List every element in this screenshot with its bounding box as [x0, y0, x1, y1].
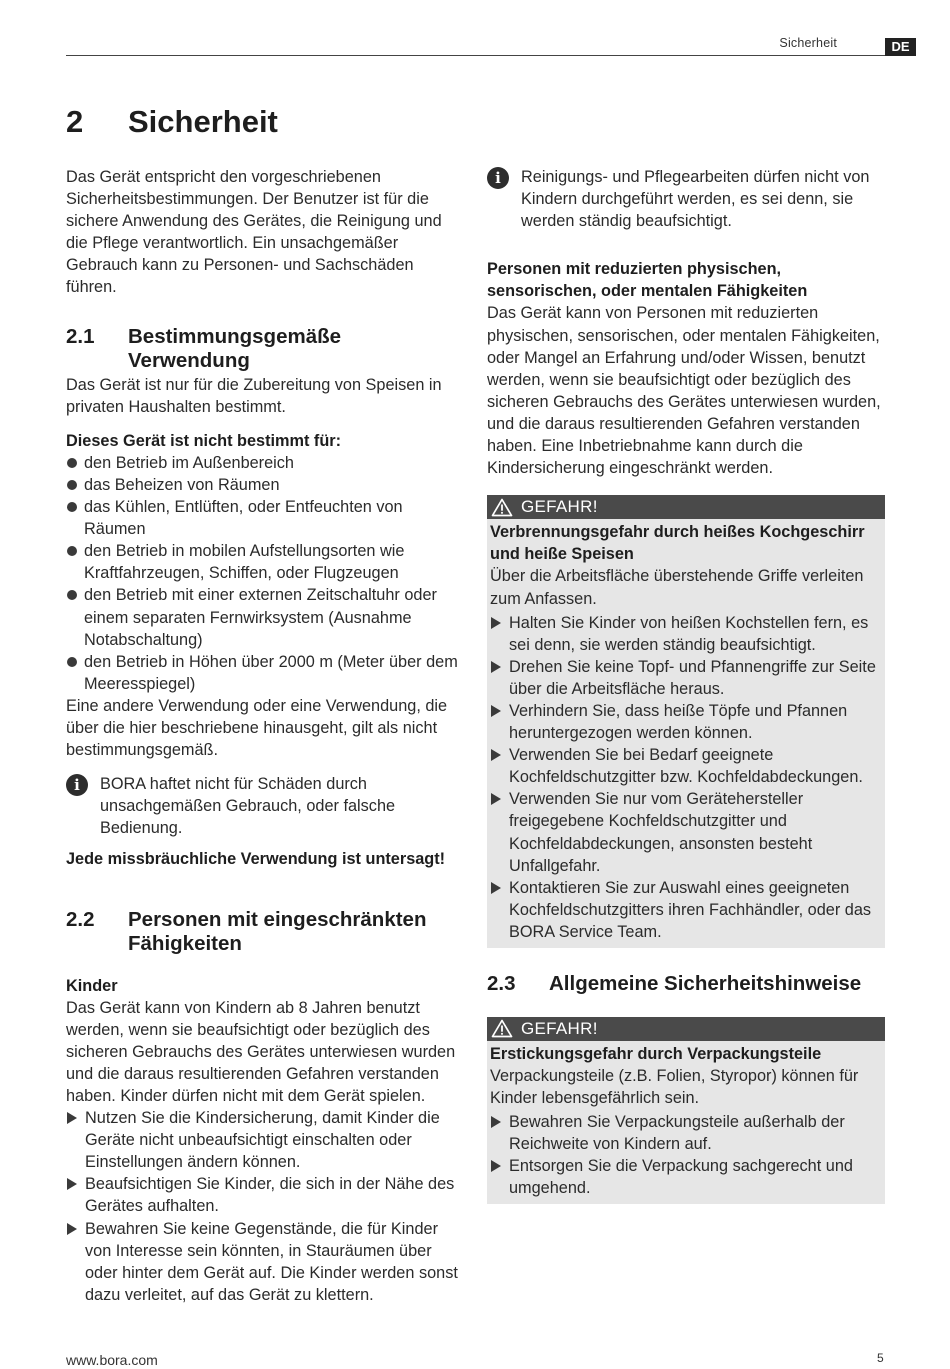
info-icon: i — [66, 774, 88, 796]
reduced-abilities-text: Das Gerät kann von Personen mit reduzierten physischen, sensorischen, oder mentalen Fähigkeiten, oder Mangel an Erfahrung und/oder Wissen, benutzt werden, wenn sie beaufsichtigt oder bezüglich des sicheren Gebrauchs des Gerätes unterwiesen wurden, und die daraus resultierenden Gefahren verstanden haben. Eine Inbetriebnahme kann durch die Kindersicherung eingeschränkt werden. — [487, 304, 881, 478]
prohibited-use-note: Jede missbräuchliche Verwendung ist untersagt! — [66, 850, 446, 869]
section-title: Personen mit eingeschränkten Fähigkeiten — [128, 907, 427, 956]
list-item: Nutzen Sie die Kindersicherung, damit Kinder die Geräte nicht unbeaufsichtigt einschalten oder Einstellungen ändern können. — [66, 1107, 464, 1173]
section-2-3-heading — [487, 972, 885, 997]
info-icon: i — [487, 167, 509, 189]
children-steps — [66, 1107, 464, 1306]
section-title: Bestimmungsgemäße Verwendung — [128, 324, 342, 373]
danger-label: GEFAHR! — [521, 497, 598, 517]
header-section-label: Sicherheit — [779, 36, 837, 50]
list-item: Verwenden Sie nur vom Gerätehersteller freigegebene Kochfeldschutzgitter und Kochfeldabdeckungen, ansonsten besteht Unfallgefahr. — [490, 788, 882, 876]
children-text: Das Gerät kann von Kindern ab 8 Jahren benutzt werden, wenn sie beaufsichtigt oder bezüglich des sicheren Gebrauchs des Gerätes unterwiesen wurden und die daraus resultierenden Gefahren verstanden haben. Kinder dürfen nicht mit dem Gerät spielen. — [66, 998, 456, 1105]
section-number: 2.3 — [487, 972, 516, 995]
list-item: das Kühlen, Entlüften, oder Entfeuchten von Räumen — [66, 496, 464, 540]
danger-text: Über die Arbeitsfläche überstehende Griffe verleiten zum Anfassen. — [490, 567, 864, 608]
list-item: Entsorgen Sie die Verpackung sachgerecht und umgehend. — [490, 1155, 882, 1199]
list-item: den Betrieb in mobilen Aufstellungsorten wie Kraftfahrzeugen, Schiffen, oder Flugzeugen — [66, 540, 464, 584]
chapter-number: 2 — [66, 104, 84, 139]
left-column — [66, 166, 464, 1306]
danger-label: GEFAHR! — [521, 1018, 598, 1038]
warning-triangle-icon — [491, 498, 513, 517]
footer-website-link[interactable]: www.bora.com — [66, 1352, 158, 1368]
list-item: Drehen Sie keine Topf- und Pfannengriffe zur Seite über die Arbeitsfläche heraus. — [490, 656, 882, 700]
section-2-2-heading — [66, 908, 464, 957]
danger-heading: Verbrennungsgefahr durch heißes Kochgeschirr und heiße Speisen — [490, 523, 865, 564]
danger-steps — [490, 612, 882, 943]
list-item: Beaufsichtigen Sie Kinder, die sich in der Nähe des Gerätes aufhalten. — [66, 1173, 464, 1217]
list-item: das Beheizen von Räumen — [66, 474, 464, 496]
intro-paragraph: Das Gerät entspricht den vorgeschriebenen Sicherheitsbestimmungen. Der Benutzer ist für die sichere Anwendung des Gerätes, die Reinigung und die Pflege verantwortlich. Ein unsachgemäßer Gebrauch kann zu Personen- und Sachschäden führen. — [66, 168, 442, 297]
info-text: Reinigungs- und Pflegearbeiten dürfen nicht von Kindern durchgeführt werden, es sei denn, sie werden ständig beaufsichtigt. — [521, 168, 870, 231]
section-2-1-heading — [66, 325, 464, 374]
right-column — [487, 166, 885, 1204]
danger-box-suffocation — [487, 1017, 885, 1205]
page-number: 5 — [877, 1351, 884, 1365]
children-heading: Kinder — [66, 976, 118, 995]
info-note-liability — [66, 773, 464, 839]
not-intended-list — [66, 452, 464, 695]
reduced-abilities-heading: Personen mit reduzierten physischen, sensorischen, oder mentalen Fähigkeiten — [487, 260, 808, 301]
list-item: den Betrieb mit einer externen Zeitschaltuhr oder einem separaten Fernwirksystem (Ausnahme Notabschaltung) — [66, 584, 464, 650]
list-item: Bewahren Sie Verpackungsteile außerhalb der Reichweite von Kindern auf. — [490, 1111, 882, 1155]
list-item: Verhindern Sie, dass heiße Töpfe und Pfannen heruntergezogen werden können. — [490, 700, 882, 744]
chapter-title: Sicherheit — [128, 104, 278, 139]
list-item: Bewahren Sie keine Gegenstände, die für Kinder von Interesse sein könnten, in Stauräumen über oder hinter dem Gerät auf. Die Kinder werden sonst dazu verleitet, auf das Gerät zu klettern. — [66, 1218, 464, 1306]
danger-body — [487, 521, 885, 943]
section-2-1-text: Das Gerät ist nur für die Zubereitung von Speisen in privaten Haushalten bestimmt. — [66, 375, 442, 416]
page-title — [66, 104, 278, 140]
other-use-paragraph: Eine andere Verwendung oder eine Verwendung, die über die hier beschriebene hinausgeht, gilt als nicht bestimmungsgemäß. — [66, 696, 448, 760]
info-text: BORA haftet nicht für Schäden durch unsachgemäßen Gebrauch, oder falsche Bedienung. — [100, 775, 396, 838]
section-title: Allgemeine Sicherheitshinweise — [549, 972, 862, 995]
list-item: Kontaktieren Sie zur Auswahl eines geeigneten Kochfeldschutzgitters ihren Fachhändler, oder das BORA Service Team. — [490, 877, 882, 943]
danger-heading: Erstickungsgefahr durch Verpackungsteile — [490, 1044, 822, 1063]
list-item: den Betrieb im Außenbereich — [66, 452, 464, 474]
danger-bar — [487, 495, 885, 519]
danger-body — [487, 1043, 885, 1200]
list-item: Halten Sie Kinder von heißen Kochstellen fern, es sei denn, sie werden ständig beaufsichtigt. — [490, 612, 882, 656]
list-item: den Betrieb in Höhen über 2000 m (Meter über dem Meeresspiegel) — [66, 651, 464, 695]
info-note-cleaning — [487, 166, 885, 232]
section-number: 2.2 — [66, 907, 95, 931]
list-item: Verwenden Sie bei Bedarf geeignete Kochfeldschutzgitter bzw. Kochfeldabdeckungen. — [490, 744, 882, 788]
section-number: 2.1 — [66, 324, 95, 348]
danger-box-burns — [487, 495, 885, 948]
danger-bar — [487, 1017, 885, 1041]
danger-text: Verpackungsteile (z.B. Folien, Styropor) können für Kinder lebensgefährlich sein. — [490, 1066, 859, 1107]
language-badge: DE — [885, 38, 916, 56]
danger-steps — [490, 1111, 882, 1199]
not-intended-heading: Dieses Gerät ist nicht bestimmt für: — [66, 431, 342, 450]
warning-triangle-icon — [491, 1019, 513, 1038]
header-divider — [66, 55, 885, 56]
